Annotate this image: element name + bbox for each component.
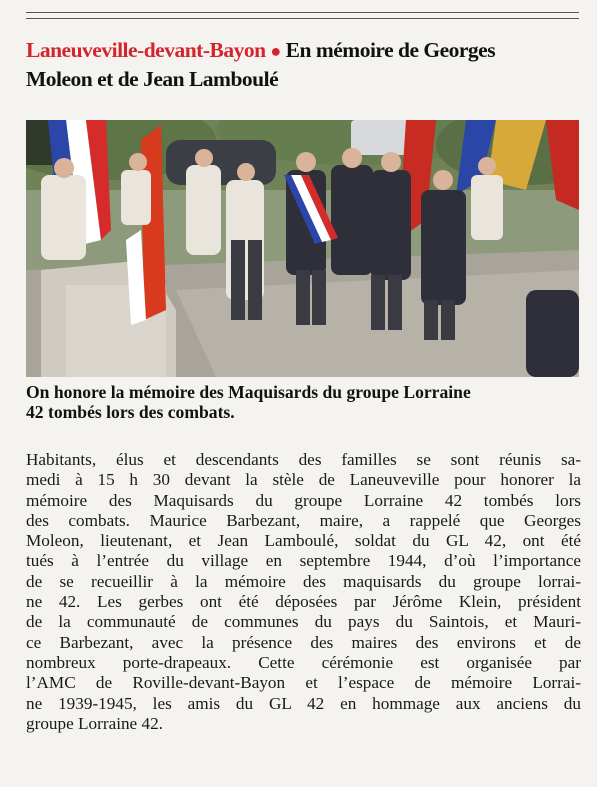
body-line: tués à l’entrée du village en septembre 1944, d’où l’importance bbox=[26, 551, 581, 571]
body-line: ne 1939-1945, les amis du GL 42 en hommage aux anciens du bbox=[26, 693, 581, 713]
headline-title-2: Moleon et de Jean Lamboulé bbox=[26, 67, 279, 91]
body-line: des combats. Maurice Barbezant, maire, a rappelé que Georges bbox=[26, 510, 581, 530]
headline-title-1: En mémoire de Georges bbox=[280, 38, 496, 62]
ceremony-photo bbox=[26, 120, 579, 377]
body-line: ce Barbezant, avec la présence des maires des environs et de bbox=[26, 632, 581, 652]
body-line: nombreux porte-drapeaux. Cette cérémonie est organisée par bbox=[26, 652, 581, 672]
body-line: de la communauté de communes du pays du Saintois, et Mauri- bbox=[26, 612, 581, 632]
caption-line: 42 tombés lors des combats. bbox=[26, 402, 235, 422]
body-line: mémoire des Maquisards du groupe Lorraine 42 tombés lors bbox=[26, 490, 581, 510]
body-line: groupe Lorraine 42. bbox=[26, 713, 163, 733]
body-line: l’AMC de Roville-devant-Bayon et l’espace de mémoire Lorrai- bbox=[26, 673, 581, 693]
article-headline bbox=[26, 36, 576, 93]
body-line: de se recueillir à la mémoire des maquisards du groupe lorrai- bbox=[26, 571, 581, 591]
headline-location: Laneuveville-devant-Bayon bbox=[26, 38, 266, 62]
body-line: ne 42. Les gerbes ont été déposées par Jérôme Klein, président bbox=[26, 592, 581, 612]
bullet-icon: ● bbox=[270, 41, 281, 61]
article-body bbox=[26, 450, 581, 734]
header-rule bbox=[26, 12, 579, 19]
body-line: Moleon, lieutenant, et Jean Lamboulé, soldat du GL 42, ont été bbox=[26, 531, 581, 551]
caption-line: On honore la mémoire des Maquisards du groupe Lorraine bbox=[26, 382, 471, 402]
body-line: Habitants, élus et descendants des familles se sont réunis sa- bbox=[26, 450, 581, 469]
body-line: medi à 15 h 30 devant la stèle de Laneuveville pour honorer la bbox=[26, 470, 581, 490]
photo-caption bbox=[26, 382, 581, 422]
